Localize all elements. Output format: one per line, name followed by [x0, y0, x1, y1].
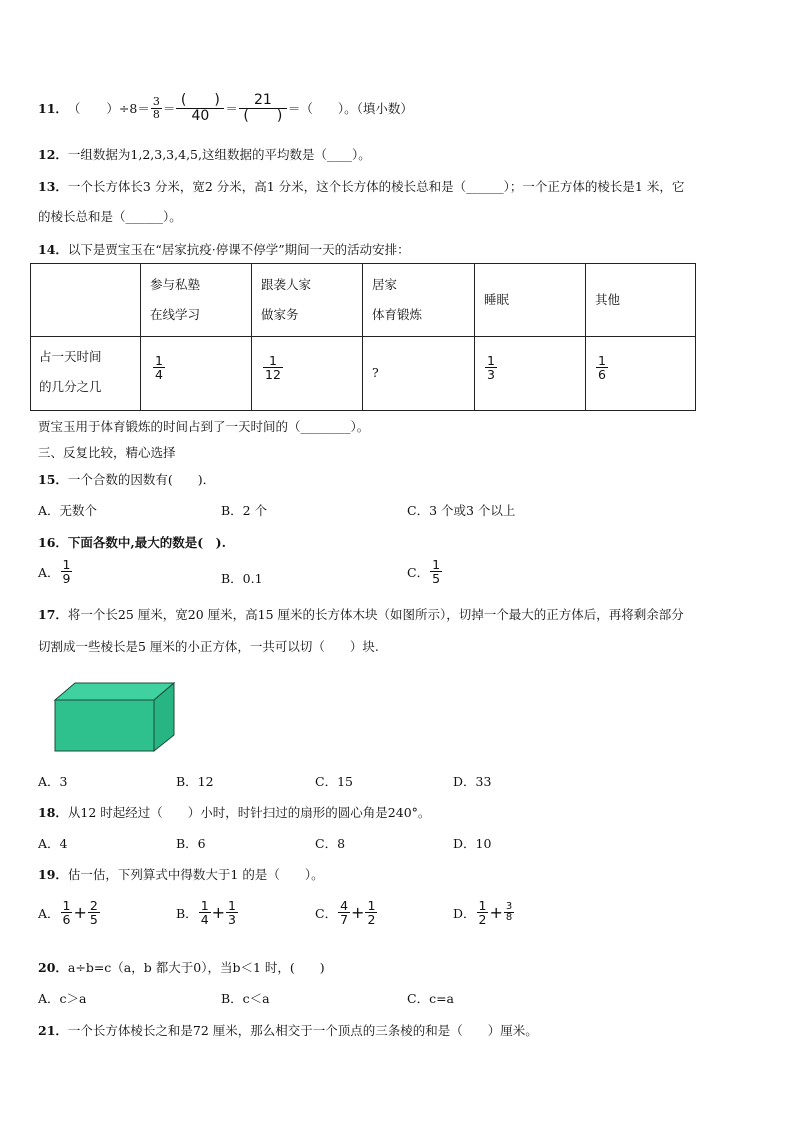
- table-header-2: 跟袭人家 做家务: [261, 277, 312, 322]
- q12-number: 12．: [38, 147, 68, 162]
- q17-line2: 切割成一些棱长是5 厘米的小正方体，一共可以切（ ）块.: [38, 639, 379, 654]
- q11-open-paren: （: [67, 101, 81, 116]
- q18-option-a[interactable]: A．4: [38, 836, 68, 851]
- q19-text: 估一估，下列算式中得数大于1 的是（ ）。: [67, 867, 324, 882]
- q21-text: 一个长方体棱长之和是72 厘米，那么相交于一个顶点的三条棱的和是（ ）厘米。: [67, 1023, 538, 1038]
- q17-option-d[interactable]: D．33: [453, 774, 492, 789]
- q17-option-b[interactable]: B．12: [176, 774, 214, 789]
- q12-text: 一组数据为1,2,3,3,4,5,这组数据的平均数是（____）。: [67, 147, 371, 162]
- q20-option-b[interactable]: B．c＜a: [221, 991, 270, 1006]
- q16-option-c[interactable]: C． $\frac{1}{5}$: [407, 557, 441, 587]
- q15-text: 一个合数的因数有( )．: [67, 472, 216, 487]
- q11-equals: ＝: [162, 101, 176, 116]
- q11-fraction-blank-40: $\frac{( )}{40}$: [176, 93, 224, 123]
- q14-text: 以下是贾宝玉在“居家抗疫·停课不停学”期间一天的活动安排：: [67, 242, 410, 257]
- q19-option-c[interactable]: C． $\frac{4}{7}$ + $\frac{1}{2}$: [315, 898, 376, 928]
- q11-tail: ＝（ ）。（填小数）: [287, 101, 413, 116]
- q18-text: 从12 时起经过（ ）小时，时针扫过的扇形的圆心角是240°。: [67, 805, 431, 820]
- q17-option-a[interactable]: A．3: [38, 774, 68, 789]
- question-13: [38, 177, 684, 195]
- q11-number: 11．: [38, 101, 68, 116]
- q19-number: 19．: [38, 867, 68, 882]
- question-19: [38, 865, 324, 883]
- activity-table: [30, 263, 696, 411]
- q11-equals-2: ＝: [225, 101, 238, 116]
- q17-option-c[interactable]: C．15: [315, 774, 353, 789]
- table-row-label: 占一天时间 的几分之几: [39, 349, 102, 394]
- q19-option-b[interactable]: B． $\frac{1}{4}$ + $\frac{1}{3}$: [176, 898, 236, 928]
- q20-number: 20．: [38, 960, 68, 975]
- q18-option-d[interactable]: D．10: [453, 836, 492, 851]
- q15-option-a[interactable]: A．无数个: [38, 503, 98, 518]
- q18-option-b[interactable]: B．6: [176, 836, 206, 851]
- question-16: [38, 533, 226, 551]
- cuboid-top-face: [55, 683, 174, 700]
- q18-number: 18．: [38, 805, 68, 820]
- q15-number: 15．: [38, 472, 68, 487]
- value-1-6: $\frac{1}{6}$: [598, 353, 606, 383]
- question-12: [38, 145, 371, 163]
- q18-option-c[interactable]: C．8: [315, 836, 346, 851]
- table-header-4: 睡眠: [484, 292, 510, 307]
- section-3-heading: 三、反复比较，精心选择: [38, 445, 176, 460]
- q15-option-b[interactable]: B．2 个: [221, 503, 268, 518]
- cuboid-figure: [50, 678, 180, 754]
- cuboid-front-face: [55, 700, 154, 751]
- value-1-4: $\frac{1}{4}$: [155, 353, 163, 383]
- q19-option-a[interactable]: A． $\frac{1}{6}$ + $\frac{2}{5}$: [38, 898, 98, 928]
- q16-text: 下面各数中,最大的数是( ).: [67, 535, 226, 550]
- q21-number: 21．: [38, 1023, 68, 1038]
- question-20: [38, 958, 325, 976]
- value-1-3: $\frac{1}{3}$: [487, 353, 495, 383]
- q20-option-a[interactable]: A．c＞a: [38, 991, 87, 1006]
- q13-line1: 一个长方体长3 分米，宽2 分米，高1 分米，这个长方体的棱长总和是（______）；一个正方体的棱长是1 米，它: [67, 179, 685, 194]
- q20-text: a÷b=c（a，b 都大于0），当b＜1 时，( ): [67, 960, 325, 975]
- q11-fraction-21-blank: $\frac{21}{( )}$: [239, 93, 287, 123]
- q11-divide-text: ）÷8＝: [106, 101, 150, 116]
- question-13-line2: 的棱长总和是（______）。: [38, 209, 182, 224]
- question-14: [38, 240, 410, 258]
- table-header-3: 居家 体育锻炼: [372, 277, 423, 322]
- question-17: [38, 605, 684, 623]
- value-unknown: ?: [372, 365, 379, 380]
- q15-option-c[interactable]: C．3 个或3 个以上: [407, 503, 516, 518]
- q16-option-a[interactable]: A． $\frac{1}{9}$: [38, 557, 71, 587]
- table-header-5: 其他: [595, 292, 621, 307]
- q17-number: 17．: [38, 607, 68, 622]
- q20-option-c[interactable]: C．c=a: [407, 991, 454, 1006]
- q17-line1: 将一个长25 厘米，宽20 厘米，高15 厘米的长方体木块（如图所示），切掉一个最大的正方体后，再将剩余部分: [67, 607, 684, 622]
- value-1-12: $\frac{1}{12}$: [265, 353, 281, 383]
- question-21: [38, 1021, 538, 1039]
- q13-number: 13．: [38, 179, 68, 194]
- q14-number: 14．: [38, 242, 68, 257]
- q16-option-b[interactable]: B．0.1: [221, 571, 263, 586]
- q11-fraction-3-8: $\frac{3}{8}$: [152, 94, 160, 121]
- question-18: [38, 803, 430, 821]
- question-15: [38, 470, 215, 488]
- q19-option-d[interactable]: D． $\frac{1}{2}$ + $\frac{3}{8}$: [453, 898, 513, 928]
- question-11: [38, 88, 413, 128]
- q14-follow-up: 贾宝玉用于体育锻炼的时间占到了一天时间的（________）。: [38, 419, 370, 434]
- table-header-1: 参与私塾 在线学习: [150, 277, 201, 322]
- q16-number: 16．: [38, 535, 68, 550]
